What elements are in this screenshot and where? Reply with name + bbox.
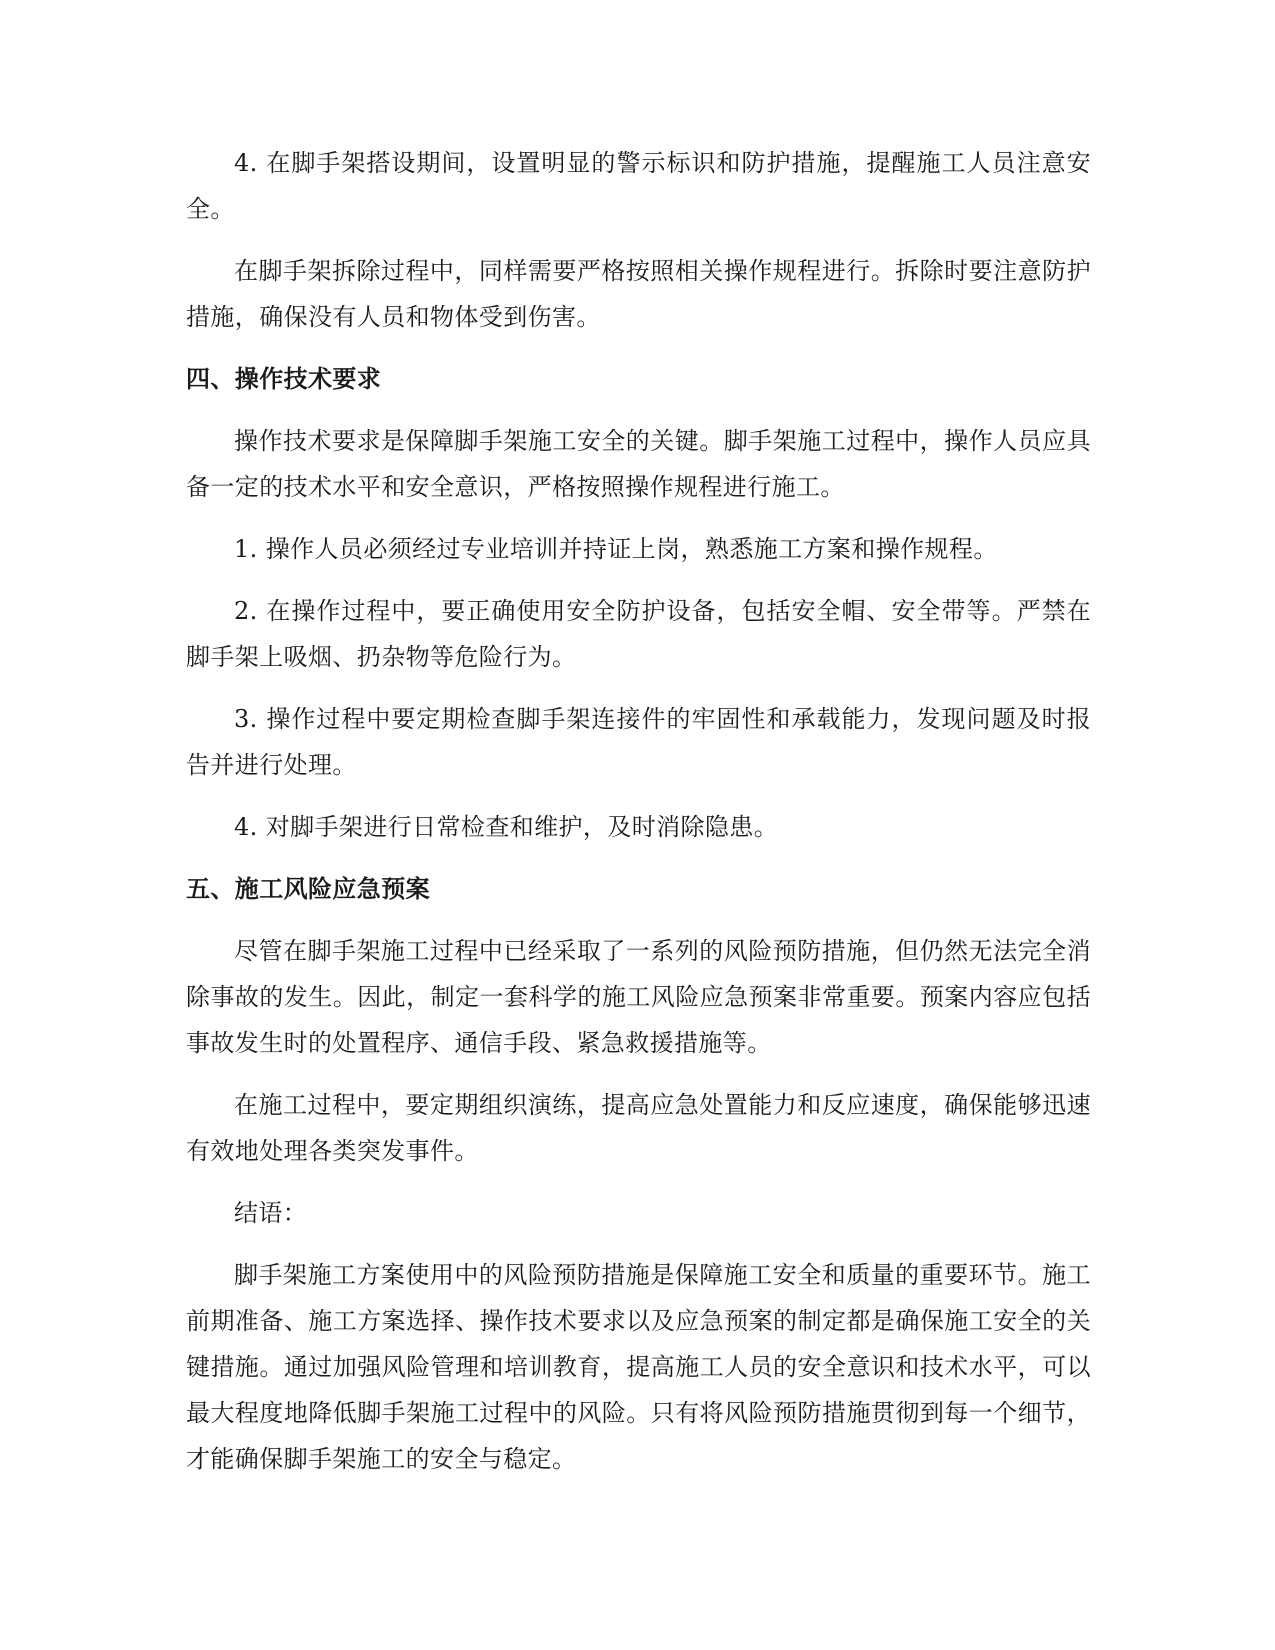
paragraph-operation-intro: 操作技术要求是保障脚手架施工安全的关键。脚手架施工过程中，操作人员应具备一定的技术水平和安全意识，严格按照操作规程进行施工。 [186, 427, 1091, 501]
section-heading-operation-requirements: 四、操作技术要求 [186, 365, 382, 393]
paragraph-drills: 在施工过程中，要定期组织演练，提高应急处置能力和反应速度，确保能够迅速有效地处理各类突发事件。 [186, 1091, 1091, 1165]
paragraph-dismantling: 在脚手架拆除过程中，同样需要严格按照相关操作规程进行。拆除时要注意防护措施，确保没有人员和物体受到伤害。 [186, 257, 1091, 331]
conclusion-label: 结语： [234, 1199, 308, 1227]
paragraph-scaffold-warning-item: 4. 在脚手架搭设期间，设置明显的警示标识和防护措施，提醒施工人员注意安全。 [186, 149, 1091, 223]
paragraph-conclusion: 脚手架施工方案使用中的风险预防措施是保障施工安全和质量的重要环节。施工前期准备、施工方案选择、操作技术要求以及应急预案的制定都是确保施工安全的关键措施。通过加强风险管理和培训教育，提高施工人员的安全意识和技术水平，可以最大程度地降低脚手架施工过程中的风险。只有将风险预防措施贯彻到每一个细节，才能确保脚手架施工的安全与稳定。 [186, 1261, 1091, 1473]
list-item-connector-inspection: 3. 操作过程中要定期检查脚手架连接件的牢固性和承载能力，发现问题及时报告并进行处理。 [186, 705, 1091, 779]
paragraph-emergency-plan: 尽管在脚手架施工过程中已经采取了一系列的风险预防措施，但仍然无法完全消除事故的发生。因此，制定一套科学的施工风险应急预案非常重要。预案内容应包括事故发生时的处置程序、通信手段、紧急救援措施等。 [186, 937, 1091, 1057]
section-heading-emergency-plan: 五、施工风险应急预案 [186, 875, 430, 903]
list-item-training: 1. 操作人员必须经过专业培训并持证上岗，熟悉施工方案和操作规程。 [234, 535, 998, 563]
list-item-daily-maintenance: 4. 对脚手架进行日常检查和维护，及时消除隐患。 [234, 813, 779, 841]
list-item-protective-equipment: 2. 在操作过程中，要正确使用安全防护设备，包括安全帽、安全带等。严禁在脚手架上吸烟、扔杂物等危险行为。 [186, 597, 1091, 671]
document-page [186, 140, 1091, 1482]
